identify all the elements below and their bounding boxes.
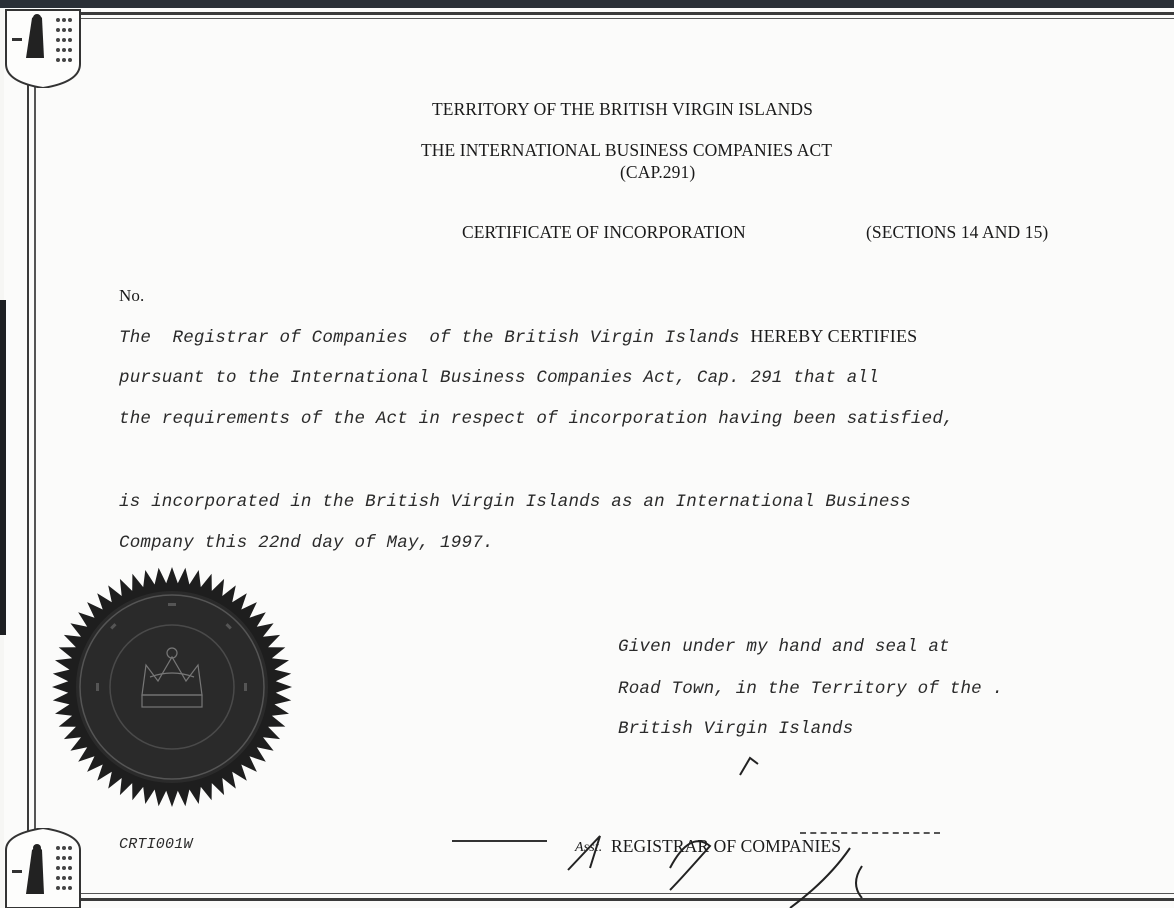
border-top-inner — [70, 18, 1174, 19]
body-line-3: the requirements of the Act in respect of incorporation having been satisfied, — [119, 409, 954, 429]
registrar-label: REGISTRAR OF COMPANIES — [611, 836, 842, 856]
form-code: CRTI001W — [119, 836, 193, 853]
certificate-number-label: No. — [119, 286, 145, 305]
given-line-2: Road Town, in the Territory of the . — [618, 679, 1004, 699]
handwritten-signature — [560, 750, 890, 908]
body-line-1 — [119, 326, 917, 348]
corner-emblem-top-icon — [4, 8, 82, 88]
border-left — [27, 70, 29, 840]
act-heading: THE INTERNATIONAL BUSINESS COMPANIES ACT — [421, 140, 833, 160]
body-line-1-text: The Registrar of Companies of the British Virgin Islands — [119, 328, 740, 348]
cap-heading: (CAP.291) — [620, 162, 696, 182]
official-seal-icon — [50, 565, 294, 809]
given-line-1: Given under my hand and seal at — [618, 637, 950, 657]
body-line-5: Company this 22nd day of May, 1997. — [119, 533, 494, 553]
sections-label: (SECTIONS 14 AND 15) — [866, 222, 1049, 242]
body-line-2: pursuant to the International Business Companies Act, Cap. 291 that all — [119, 368, 879, 388]
border-left-inner — [34, 70, 36, 840]
territory-heading: TERRITORY OF THE BRITISH VIRGIN ISLANDS — [432, 99, 813, 119]
corner-emblem-bottom-icon — [4, 828, 82, 908]
body-line-4: is incorporated in the British Virgin Islands as an International Business — [119, 492, 911, 512]
window-top-bar — [0, 0, 1174, 8]
border-top — [70, 12, 1174, 15]
left-edge-strip — [0, 300, 6, 635]
signature-line — [452, 840, 547, 842]
registrar-prefix: Asst. — [575, 840, 603, 855]
certificate-title: CERTIFICATE OF INCORPORATION — [462, 222, 746, 242]
hereby-certifies: HEREBY CERTIFIES — [750, 326, 918, 346]
given-line-3: British Virgin Islands — [618, 719, 854, 739]
